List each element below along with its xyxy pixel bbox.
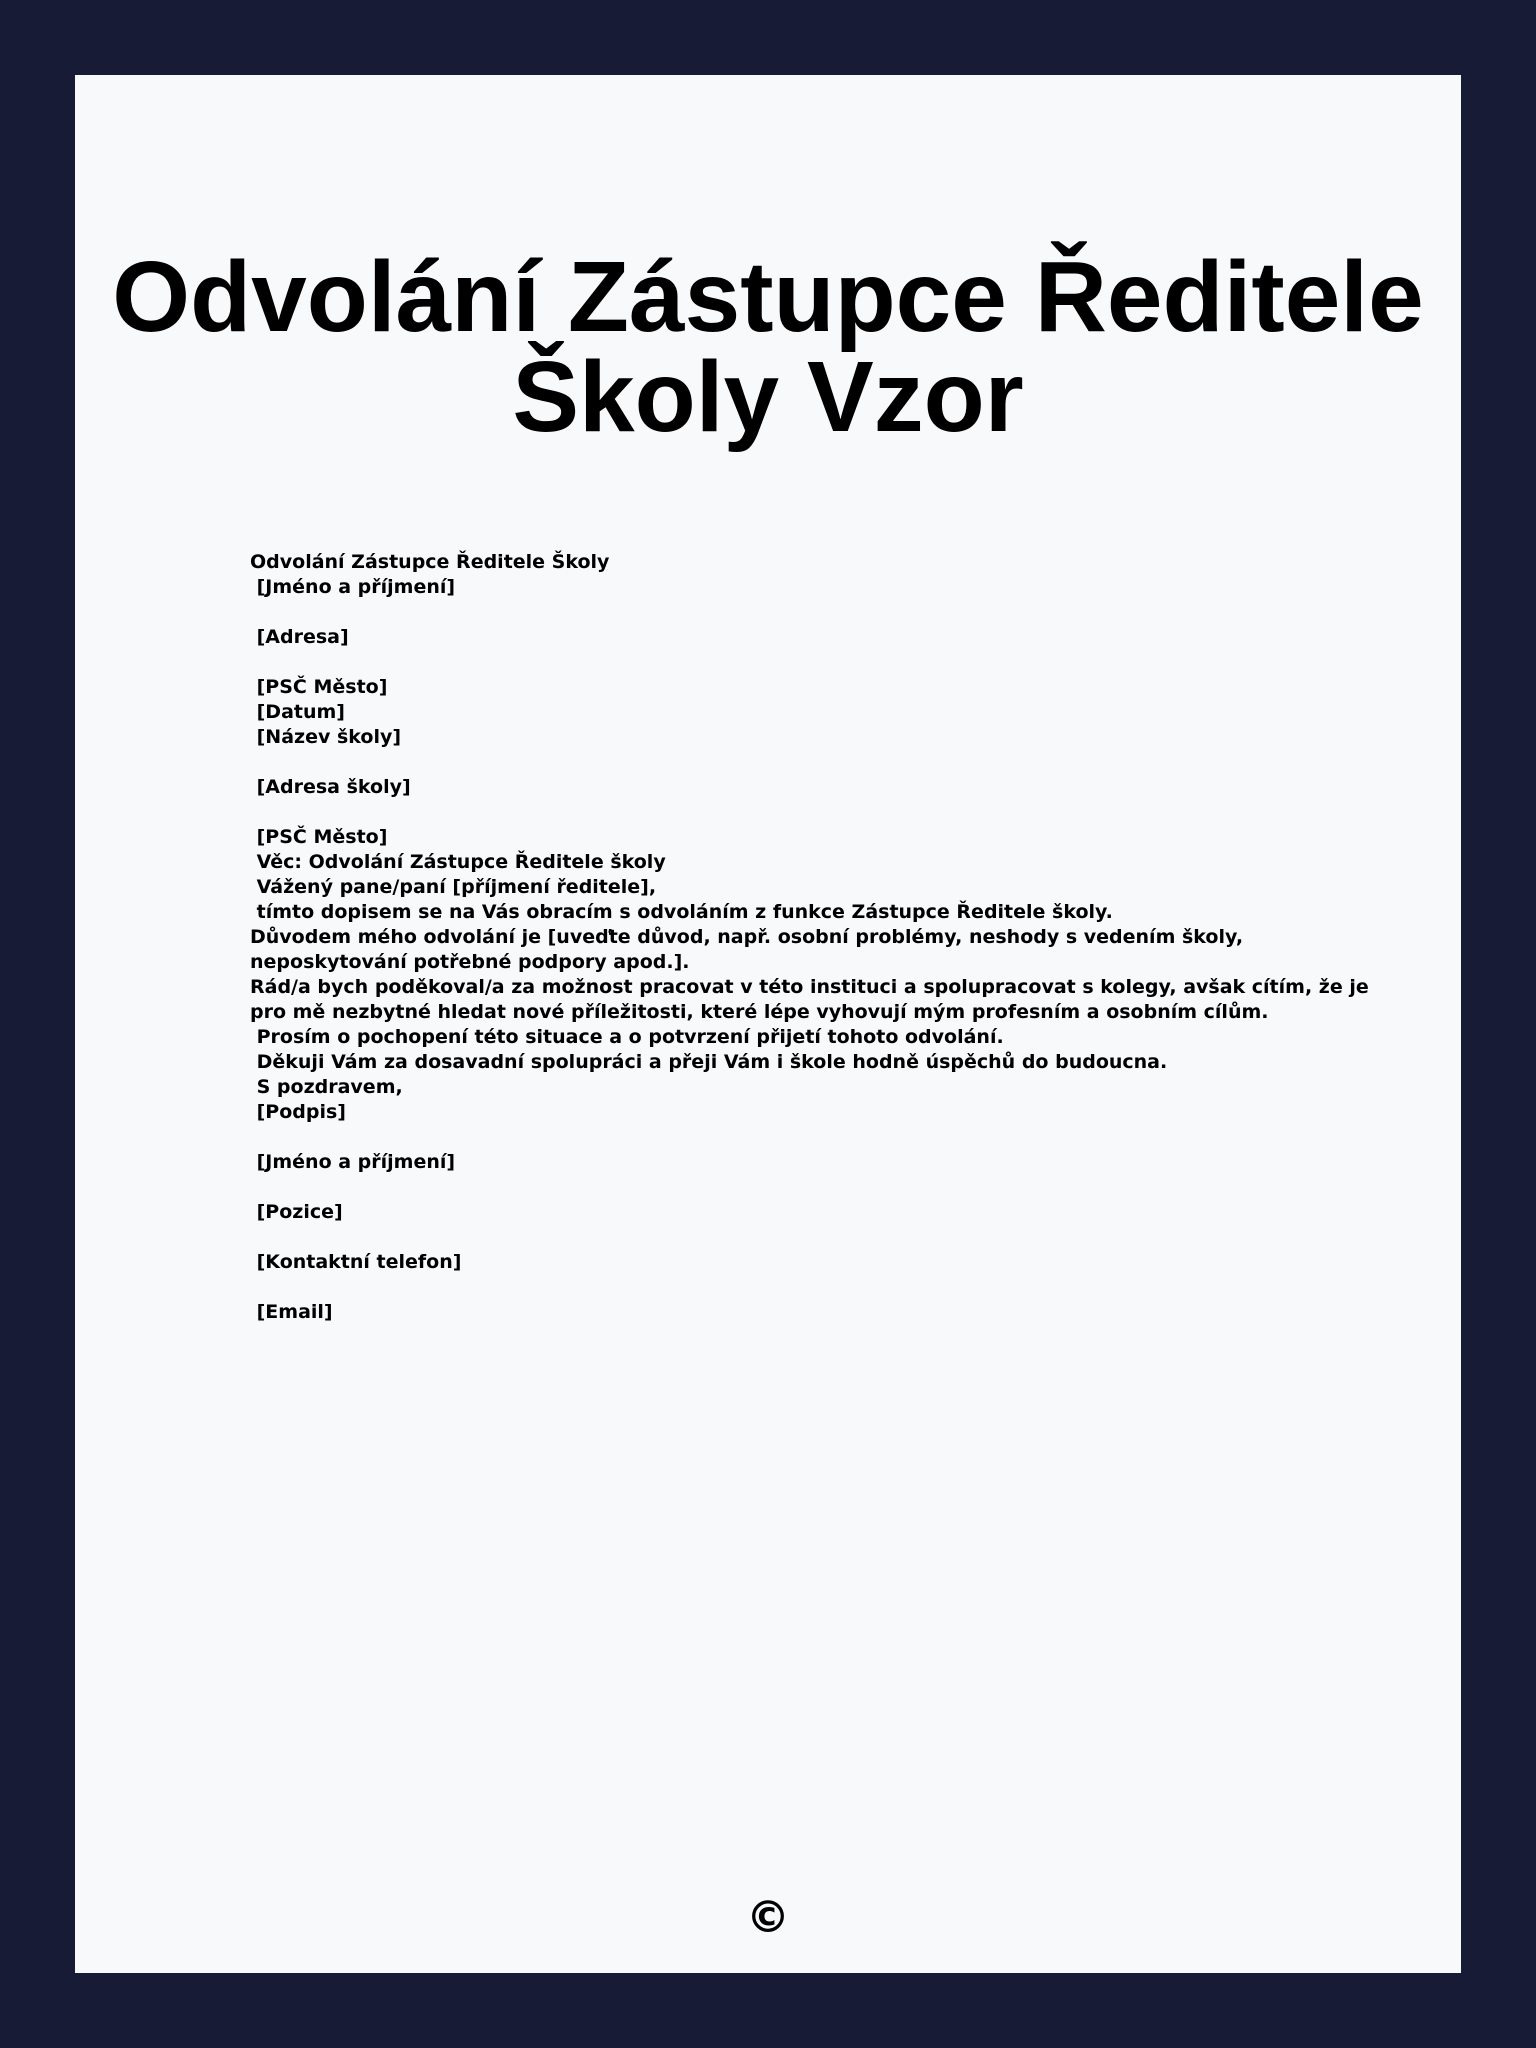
copyright-icon: © bbox=[746, 1892, 790, 1943]
school-postcode-city: [PSČ Město] bbox=[250, 826, 388, 848]
letter-heading: Odvolání Zástupce Ředitele Školy bbox=[250, 551, 610, 573]
signer-name: [Jméno a příjmení] bbox=[250, 1151, 456, 1173]
blank-line bbox=[250, 800, 1300, 825]
body-paragraph-line: Prosím o pochopení této situace a o potvrzení přijetí tohoto odvolání. bbox=[250, 1026, 1004, 1048]
closing: S pozdravem, bbox=[250, 1076, 403, 1098]
body-paragraph-line: tímto dopisem se na Vás obracím s odvoláním z funkce Zástupce Ředitele školy. bbox=[250, 901, 1113, 923]
body-paragraph-line: Důvodem mého odvolání je [uveďte důvod, např. osobní problémy, neshody s vedením školy, bbox=[250, 926, 1244, 948]
school-name: [Název školy] bbox=[250, 726, 402, 748]
blank-line bbox=[250, 750, 1300, 775]
sender-address: [Adresa] bbox=[250, 626, 349, 648]
title-line-1: Odvolání Zástupce Ředitele bbox=[112, 241, 1424, 353]
blank-line bbox=[250, 1225, 1300, 1250]
signer-phone: [Kontaktní telefon] bbox=[250, 1251, 462, 1273]
body-paragraph-line: neposkytování potřebné podpory apod.]. bbox=[250, 951, 690, 973]
sender-name: [Jméno a příjmení] bbox=[250, 576, 456, 598]
title-line-2: Školy Vzor bbox=[512, 341, 1024, 453]
date: [Datum] bbox=[250, 701, 345, 723]
blank-line bbox=[250, 1275, 1300, 1300]
blank-line bbox=[250, 650, 1300, 675]
subject-line: Věc: Odvolání Zástupce Ředitele školy bbox=[250, 851, 666, 873]
body-paragraph-line: Rád/a bych poděkoval/a za možnost pracovat v této instituci a spolupracovat s kolegy, avšak cítím, že je bbox=[250, 976, 1369, 998]
sender-postcode-city: [PSČ Město] bbox=[250, 676, 388, 698]
signature-placeholder: [Podpis] bbox=[250, 1101, 346, 1123]
document-page bbox=[75, 75, 1461, 1973]
letter-body bbox=[250, 550, 1369, 1325]
body-paragraph-line: pro mě nezbytné hledat nové příležitosti, které lépe vyhovují mým profesním a osobním cílům. bbox=[250, 1001, 1269, 1023]
blank-line bbox=[250, 1125, 1300, 1150]
school-address: [Adresa školy] bbox=[250, 776, 411, 798]
signer-position: [Pozice] bbox=[250, 1201, 343, 1223]
signer-email: [Email] bbox=[250, 1301, 333, 1323]
blank-line bbox=[250, 1175, 1300, 1200]
blank-line bbox=[250, 600, 1300, 625]
salutation: Vážený pane/paní [příjmení ředitele], bbox=[250, 876, 657, 898]
body-paragraph-line: Děkuji Vám za dosavadní spolupráci a přeji Vám i škole hodně úspěchů do budoucna. bbox=[250, 1051, 1168, 1073]
document-title bbox=[75, 241, 1461, 453]
